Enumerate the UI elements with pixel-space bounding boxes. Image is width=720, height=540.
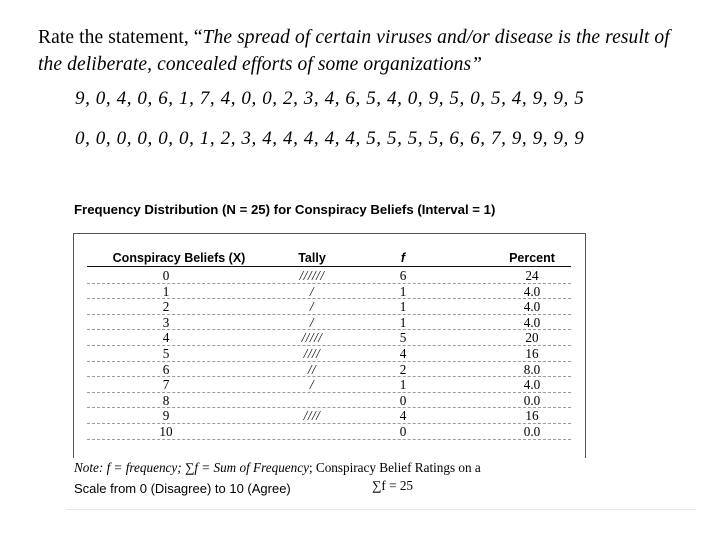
cell-frequency: 6 bbox=[399, 268, 407, 283]
frequency-table-figure bbox=[66, 196, 696, 512]
table-title: Frequency Distribution (N = 25) for Conspiracy Beliefs (Interval = 1) bbox=[74, 202, 496, 217]
cell-frequency: 4 bbox=[399, 408, 407, 424]
table-row bbox=[74, 393, 585, 409]
cell-conspiracy-belief: 0 bbox=[162, 268, 170, 283]
cell-tally: ////// bbox=[299, 268, 325, 283]
cell-frequency: 1 bbox=[399, 283, 407, 299]
cell-tally: //// bbox=[303, 345, 321, 361]
table-row bbox=[74, 330, 585, 346]
cell-tally: / bbox=[309, 377, 315, 393]
cell-frequency: 1 bbox=[399, 377, 407, 393]
sum-of-frequency: ∑f = 25 bbox=[372, 478, 414, 493]
table-row bbox=[74, 377, 585, 393]
cell-tally: / bbox=[309, 314, 315, 330]
cell-tally: / bbox=[309, 283, 315, 299]
table-row bbox=[74, 284, 585, 300]
table-body bbox=[74, 268, 585, 440]
cell-frequency: 4 bbox=[399, 345, 407, 361]
cell-percent: 4.0 bbox=[523, 314, 541, 330]
cell-conspiracy-belief: 1 bbox=[162, 283, 170, 299]
cell-conspiracy-belief: 8 bbox=[162, 392, 170, 408]
cell-percent: 20 bbox=[525, 330, 539, 346]
cell-frequency: 2 bbox=[399, 361, 407, 377]
table-row bbox=[74, 268, 585, 284]
sorted-score-sequence: 0, 0, 0, 0, 0, 0, 1, 2, 3, 4, 4, 4, 4, 4, 5, 5, 5, 5, 6, 6, 7, 9, 9, 9, 9 bbox=[75, 128, 585, 149]
cell-frequency: 1 bbox=[399, 314, 407, 330]
cell-tally: ///// bbox=[301, 330, 323, 346]
cell-conspiracy-belief: 9 bbox=[162, 408, 170, 424]
prompt-statement: The spread of certain viruses and/or disease is the result of the deliberate, concealed efforts of some organizations” bbox=[38, 27, 670, 75]
cell-tally: // bbox=[307, 361, 317, 377]
cell-tally: //// bbox=[303, 408, 321, 424]
raw-score-sequence: 9, 0, 4, 0, 6, 1, 7, 4, 0, 0, 2, 3, 4, 6, 5, 4, 0, 9, 5, 0, 5, 4, 9, 9, 5 bbox=[75, 88, 585, 109]
cell-conspiracy-belief: 3 bbox=[162, 314, 170, 330]
cell-percent: 0.0 bbox=[523, 392, 541, 408]
table-note-ratings: ; Conspiracy Belief Ratings on a bbox=[308, 460, 481, 475]
cell-percent: 8.0 bbox=[523, 361, 541, 377]
header-percent: Percent bbox=[509, 251, 555, 265]
figure-bottom-edge bbox=[66, 509, 696, 510]
header-conspiracy-beliefs: Conspiracy Beliefs (X) bbox=[112, 251, 246, 265]
cell-conspiracy-belief: 4 bbox=[162, 330, 170, 346]
header-rule bbox=[87, 266, 571, 267]
cell-frequency: 1 bbox=[399, 299, 407, 315]
cell-percent: 4.0 bbox=[523, 377, 541, 393]
table-row bbox=[74, 299, 585, 315]
header-frequency: f bbox=[400, 251, 406, 265]
header-tally: Tally bbox=[298, 251, 326, 265]
cell-tally: / bbox=[309, 299, 315, 315]
cell-percent: 24 bbox=[525, 268, 539, 283]
table-note-definitions: Note: f = frequency; ∑f = Sum of Frequency bbox=[74, 460, 309, 475]
cell-conspiracy-belief: 5 bbox=[162, 345, 170, 361]
question-prompt bbox=[38, 24, 698, 78]
rating-scale-note: Scale from 0 (Disagree) to 10 (Agree) bbox=[74, 481, 291, 496]
cell-percent: 16 bbox=[525, 345, 539, 361]
cell-percent: 4.0 bbox=[523, 299, 541, 315]
cell-conspiracy-belief: 6 bbox=[162, 361, 170, 377]
table-row bbox=[74, 315, 585, 331]
cell-conspiracy-belief: 2 bbox=[162, 299, 170, 315]
cell-frequency: 0 bbox=[399, 423, 407, 439]
row-divider bbox=[87, 439, 571, 440]
table-row bbox=[74, 362, 585, 378]
cell-percent: 0.0 bbox=[523, 423, 541, 439]
cell-conspiracy-belief: 7 bbox=[162, 377, 170, 393]
prompt-lead: Rate the statement, “ bbox=[38, 27, 203, 48]
table-row bbox=[74, 424, 585, 440]
cell-conspiracy-belief: 10 bbox=[159, 423, 173, 439]
cell-frequency: 0 bbox=[399, 392, 407, 408]
table-note bbox=[74, 460, 481, 476]
table-row bbox=[74, 346, 585, 362]
cell-percent: 4.0 bbox=[523, 283, 541, 299]
cell-frequency: 5 bbox=[399, 330, 407, 346]
cell-percent: 16 bbox=[525, 408, 539, 424]
table-row bbox=[74, 408, 585, 424]
